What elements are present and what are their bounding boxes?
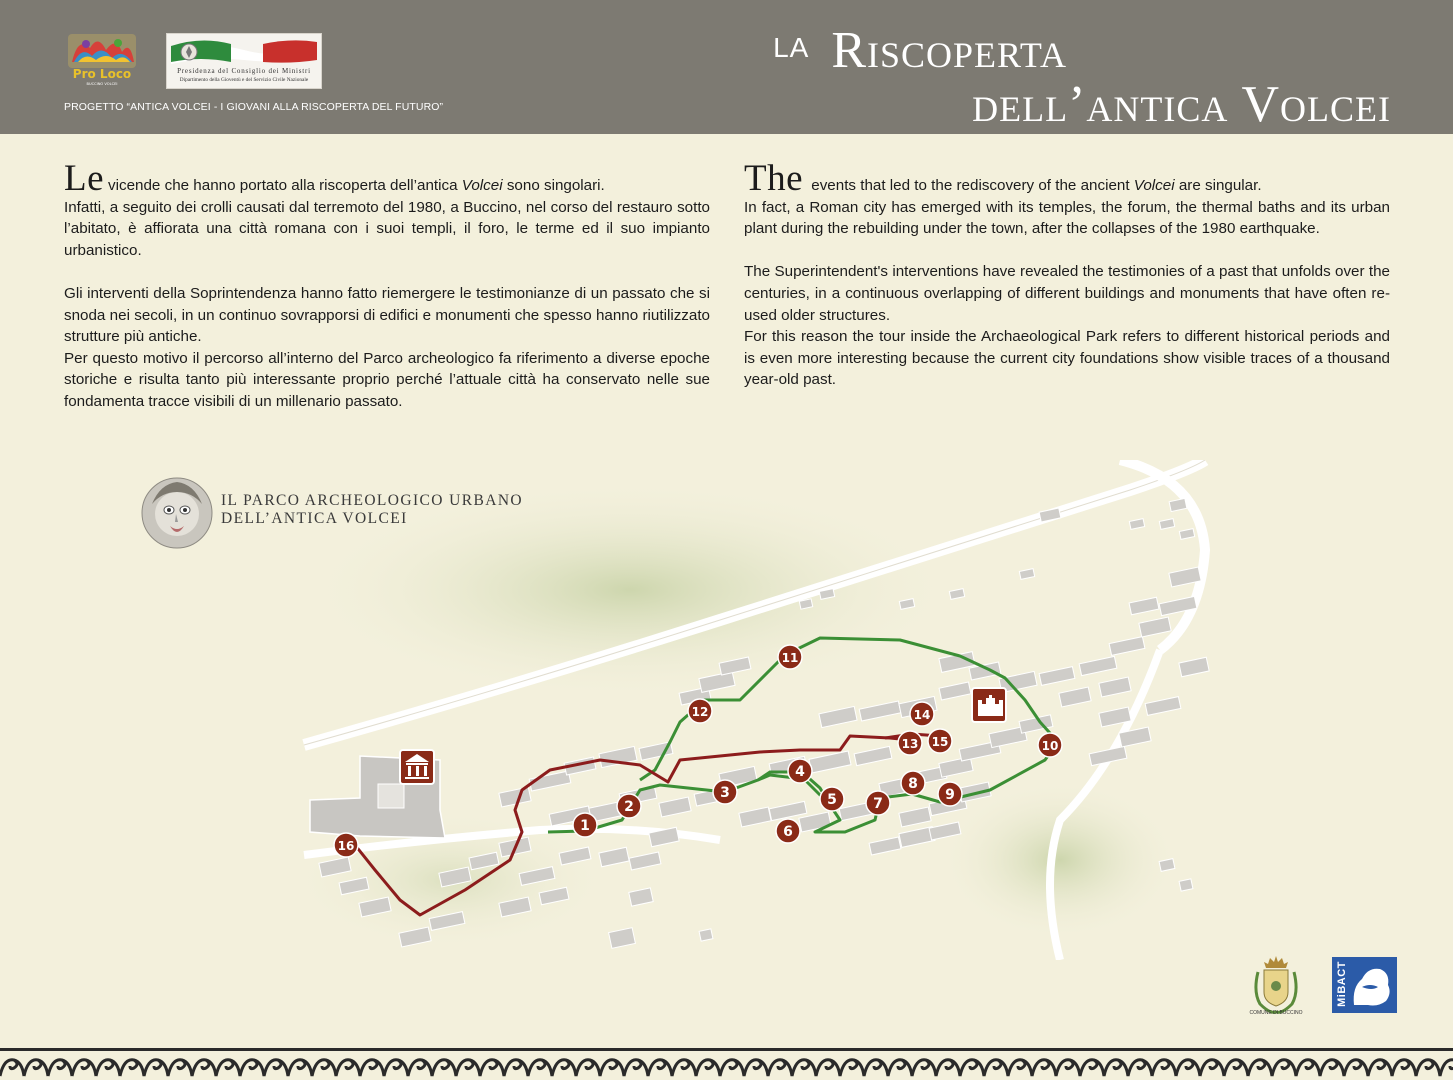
english-paragraph-2: The Superintendent's interventions have revealed the testimonies of a past that unfolds over the centuries, in a continuous overlapping of different buildings and monuments that have often re-used older structures. — [744, 263, 1390, 324]
building-block — [1139, 617, 1171, 637]
pro-loco-logo — [64, 32, 140, 86]
building-block — [1145, 697, 1181, 716]
building-block — [1079, 656, 1117, 675]
building-block — [1159, 859, 1175, 872]
svg-text:BUCCINO VOLCEI: BUCCINO VOLCEI — [86, 82, 118, 86]
stop-marker-label: 1 — [580, 818, 590, 834]
stop-marker-label: 15 — [931, 735, 949, 749]
english-paragraph-1: The events that led to the rediscovery of the ancient Volcei are singular. In fact, a Roman city has emerged with its temples, the forum, the thermal baths and its urban plant during the rebuilding under the town, after the collapses of the 1980 earthquake. — [744, 158, 1390, 238]
header-banner — [0, 0, 1453, 134]
archaeological-park-map — [300, 460, 1212, 960]
stop-marker-label: 11 — [781, 651, 799, 665]
presidenza-line1: Presidenza del Consiglio dei Ministri — [177, 67, 311, 75]
building-block — [499, 787, 531, 807]
stop-marker-15 — [928, 729, 952, 753]
castle-icon — [972, 688, 1006, 722]
svg-text:Pro Loco: Pro Loco — [72, 67, 132, 81]
comune-label: COMUNE DI BUCCINO — [1249, 1010, 1303, 1016]
stop-marker-label: 2 — [624, 799, 634, 815]
stop-marker-5 — [820, 787, 844, 811]
building-block — [899, 807, 931, 827]
building-block — [1039, 667, 1075, 686]
building-block — [1129, 597, 1159, 615]
building-block — [859, 701, 901, 721]
building-block — [629, 852, 661, 870]
stop-marker-13 — [898, 731, 922, 755]
stop-marker-label: 13 — [901, 737, 919, 751]
page-title — [773, 24, 1391, 131]
italian-dropcap: Le — [64, 158, 105, 199]
building-block — [809, 751, 851, 773]
title-article: la — [773, 22, 810, 66]
stop-marker-label: 3 — [720, 785, 730, 801]
stop-marker-14 — [910, 702, 934, 726]
building-block — [1109, 637, 1145, 656]
medusa-emblem — [140, 476, 214, 550]
title-line1: Riscoperta — [831, 22, 1067, 79]
stop-marker-label: 8 — [908, 776, 918, 792]
italian-paragraph-3: Per questo motivo il percorso all’interno del Parco archeologico fa riferimento a diverse epoche storiche e risulta tanto più interessante proprio perché l’attuale città ha conservato nelle sue fondamenta tracce visibili di un millenario passato. — [64, 349, 710, 410]
building-block — [1179, 879, 1193, 891]
building-block — [599, 847, 629, 867]
stop-marker-7 — [866, 791, 890, 815]
stop-marker-label: 9 — [945, 787, 955, 803]
stop-marker-label: 5 — [827, 792, 837, 808]
title-line2: dell’antica Volcei — [972, 76, 1391, 133]
project-caption: PROGETTO “ANTICA VOLCEI - I GIOVANI ALLA RISCOPERTA DEL FUTURO” — [64, 101, 444, 113]
english-paragraph-3: For this reason the tour inside the Archaeological Park refers to different historical periods and is even more interesting because the current city foundations show visible traces of a thousand year-old past. — [744, 328, 1390, 389]
building-block — [1169, 498, 1187, 511]
building-block — [854, 746, 892, 765]
building-block — [1179, 657, 1209, 677]
building-block — [739, 807, 771, 827]
mibact-logo: MiBACT — [1332, 957, 1397, 1013]
stop-marker-6 — [776, 819, 800, 843]
presidenza-logo — [166, 33, 322, 89]
stop-marker-label: 10 — [1041, 739, 1059, 753]
stop-marker-label: 4 — [795, 764, 805, 780]
stop-marker-2 — [617, 794, 641, 818]
building-block — [609, 928, 636, 949]
italian-paragraph-2: Gli interventi della Soprintendenza hanno fatto riemergere le testimonianze di un passato che si snoda nei secoli, in un continuo sovrapporsi di edifici e monumenti che spesso hanno riutilizzato strutture più antiche. — [64, 284, 710, 346]
english-dropcap: The — [744, 158, 804, 199]
stop-marker-label: 6 — [783, 824, 793, 840]
italian-paragraph-1: Le vicende che hanno portato alla riscoperta dell’antica Volcei sono singolari. Infatti, a seguito dei crolli causati dal terremoto del 1980, a Buccino, nel corso del restauro sotto l’abitato, è affiorata una città romana con i suoi templi, il foro, le terme ed il suo impianto urbanistico. — [64, 158, 710, 259]
stop-marker-1 — [573, 813, 597, 837]
building-block — [799, 812, 831, 832]
park-map-title: IL PARCO ARCHEOLOGICO URBANO DELL’ANTICA VOLCEI — [221, 492, 524, 527]
building-block — [869, 837, 901, 855]
building-block — [1039, 508, 1061, 522]
building-block — [1129, 519, 1144, 530]
stop-marker-8 — [901, 771, 925, 795]
building-block — [1019, 569, 1034, 580]
stop-marker-3 — [713, 780, 737, 804]
stop-marker-12 — [688, 699, 712, 723]
stop-marker-16 — [334, 833, 358, 857]
building-block — [1099, 677, 1131, 697]
stop-marker-label: 12 — [691, 705, 709, 719]
building-block — [629, 888, 653, 906]
stop-marker-9 — [938, 782, 962, 806]
building-block — [1059, 687, 1091, 707]
stop-marker-label: 14 — [913, 708, 931, 722]
building-block — [939, 682, 971, 700]
building-block — [1179, 529, 1194, 540]
english-text — [744, 158, 1390, 391]
building-block — [1159, 519, 1174, 530]
stop-marker-label: 16 — [337, 839, 355, 853]
italian-flag-icon — [171, 38, 317, 66]
building-block — [659, 797, 691, 817]
mibact-mark-icon — [1332, 957, 1397, 1013]
building-block — [699, 929, 713, 941]
stop-marker-11 — [778, 645, 802, 669]
greek-wave-border — [0, 1048, 1453, 1080]
building-block — [819, 706, 857, 727]
wave-pattern — [0, 1060, 1453, 1076]
italian-text — [64, 158, 710, 413]
stop-marker-10 — [1038, 733, 1062, 757]
stop-marker-label: 7 — [873, 796, 883, 812]
stop-marker-4 — [788, 759, 812, 783]
presidenza-line2: Dipartimento della Gioventù e del Servizio Civile Nazionale — [179, 77, 309, 83]
museum-icon — [400, 750, 434, 784]
